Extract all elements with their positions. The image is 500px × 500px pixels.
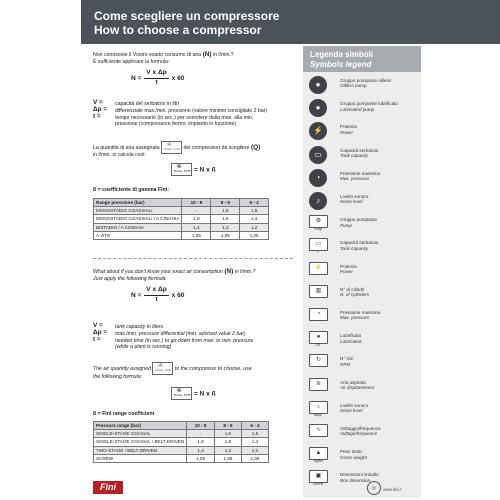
legend-label-en: N. of cylinders — [340, 292, 370, 298]
legend-icon-caption: LxWxH — [312, 482, 324, 487]
legend-item — [303, 424, 421, 447]
legend-item — [303, 285, 421, 308]
legend-label-it: Capacità serbatoio — [340, 240, 379, 246]
en-qtext-line2: the following formula: — [93, 374, 143, 380]
legend-label-en: Lubricated — [340, 338, 362, 344]
legend-label-en: Power — [340, 129, 354, 135]
legend-label-it: Gruppo pompante oilless — [340, 78, 392, 83]
legend-label-it: N° Giri — [340, 356, 354, 362]
legend-item-text — [340, 333, 361, 344]
it-coefficient-label: ß = coefficiente di gamma Fini: — [93, 187, 169, 193]
legend-label-en: RPM — [340, 361, 351, 367]
legend-item-text — [340, 217, 377, 228]
legend-label-en: Gross weight — [340, 454, 367, 460]
legend-item-text — [340, 449, 367, 460]
box-dimensions-icon: ▣ — [309, 470, 328, 483]
table-row: SCREW 1,05 1,05 1,05 — [94, 454, 269, 462]
legend-label-it: Dimensioni imballo — [340, 472, 379, 478]
legend-header — [303, 46, 421, 72]
legend-label-it: Pressione massima — [340, 310, 381, 315]
legend-item — [303, 308, 421, 331]
legend-icon-caption: Pump — [313, 227, 323, 232]
legend-item-text — [340, 264, 357, 275]
legend-item — [303, 99, 421, 122]
power-box-icon: ⚡ — [309, 262, 328, 275]
legend-label-it: Livello sonoro — [340, 194, 369, 199]
max-pressure-icon: ◔ — [309, 169, 327, 187]
legend-label-en: Box dimension — [340, 477, 371, 483]
legend-item — [303, 238, 421, 261]
legend-label-en: Noise level — [340, 408, 363, 414]
legend-item-text — [340, 171, 380, 182]
legend-item — [303, 447, 421, 470]
legend-label-it: Capacità serbatoio — [340, 147, 379, 153]
lubricated-pump-icon: ● — [309, 99, 327, 117]
table-row: MONOSTADIO COASSIALI - 1,6 1,5 — [94, 207, 269, 215]
it-intro-line1: Non conoscete il Vostro esatto consumo di aria (N) in l/min.? — [93, 51, 234, 58]
en-range-table — [93, 421, 269, 463]
legend-icon-caption: L — [317, 250, 319, 255]
symbols-legend — [303, 46, 421, 498]
legend-item — [303, 470, 421, 493]
legend-label-it: Gruppo pompante — [340, 217, 378, 223]
en-variables: V = tank capacity in liters Δp = max./min. pressure differential (min. advised value 2 bar) t = needed time (in sec.) to go down from max. to min. pressure (while a plant is running) — [93, 322, 254, 350]
legend-icon-caption: OIL — [315, 343, 321, 348]
legend-item-text — [340, 310, 380, 321]
title-en: How to choose a compressor — [94, 23, 262, 37]
legend-label-en: Tank capacity — [340, 245, 368, 251]
legend-item-text — [340, 403, 368, 414]
en-coefficient-label: ß = Fini range coefficient — [93, 411, 155, 417]
legend-item — [303, 76, 421, 99]
legend-label-en: Oilless pump — [340, 83, 367, 89]
legend-label-it: Gruppo pompante lubrificato — [340, 101, 398, 107]
oilless-pump-icon: ● — [309, 76, 327, 94]
legend-label-en: Max. pressure — [340, 315, 370, 321]
legend-label-en: Noise level — [340, 199, 363, 205]
power-icon: ⚡ — [309, 122, 327, 140]
legend-label-en: Air displacement — [340, 385, 374, 390]
page-header — [81, 0, 500, 44]
legend-item-text — [340, 101, 398, 112]
legend-label-en: Tank capacity — [340, 153, 368, 158]
legend-item — [303, 146, 421, 169]
fini-logo: Fini — [93, 481, 123, 494]
it-q-formula: ✇ Dmax. l/1'M = N x ß — [171, 163, 216, 176]
it-intro-line2: È sufficiente applicare la formula: — [93, 59, 170, 65]
table-header-row: Pressure range (bar) 10 - 8 8 - 6 6 - 4 — [94, 422, 269, 430]
air-displacement-icon: ≋ — [309, 378, 328, 391]
legend-icon-caption: dB(A) — [313, 412, 323, 417]
voltage-icon: ∿ — [309, 424, 328, 437]
legend-label-en: Voltage/frequence — [340, 431, 378, 437]
legend-title-en: Symbols legend — [310, 60, 372, 69]
it-formula: N = $\frac{\text{V x Δp}}{t}$ x 60 — [131, 69, 185, 86]
table-row: SINGLE-STAGE COAXIAL - 1,6 1,5 — [94, 430, 269, 438]
tank-capacity-icon: ▭ — [309, 146, 327, 164]
legend-item-text — [340, 124, 357, 135]
legend-item-text — [340, 287, 369, 298]
legend-label-en: Lubricated pump — [340, 106, 375, 112]
legend-label-it: Livello sonoro — [340, 402, 369, 408]
cylinders-icon: ▥ — [309, 285, 328, 298]
legend-title-it: Legenda simboli — [310, 50, 374, 59]
pump-icon: ⚙ — [309, 215, 328, 228]
legend-item-text — [340, 426, 381, 437]
en-q-formula: ✇ Dmax. l/1'M = N x ß — [171, 387, 216, 400]
legend-item — [303, 169, 421, 192]
legend-label-it: Aria aspirata — [340, 379, 366, 385]
legend-item-text — [340, 240, 378, 251]
table-row: A VITE 1,05 1,05 1,05 — [94, 231, 269, 239]
legend-item — [303, 262, 421, 285]
legend-item — [303, 122, 421, 145]
legend-label-en: Power — [340, 269, 354, 274]
section-divider — [93, 258, 293, 259]
legend-item-text — [340, 380, 374, 391]
legend-item — [303, 331, 421, 354]
noise-level-icon: ♪ — [309, 192, 327, 210]
legend-label-it: N° di cilindri — [340, 286, 365, 292]
legend-label-en: Max. pressure — [340, 176, 370, 182]
table-row: MONOSTADIO COASSIALI / A CINGHIA 1,6 1,5 1,4 — [94, 215, 269, 223]
legend-icon-caption: Kg/lbs — [313, 459, 323, 464]
legend-label-en: Pump — [340, 222, 353, 228]
table-row: BISTADIO / A CINGHIA 1,4 1,3 1,2 — [94, 223, 269, 231]
legend-item — [303, 378, 421, 401]
en-intro-line2: Just apply the following formula: — [93, 276, 167, 282]
en-intro-line1: What about if you don't know your exact air consumption (N) in l/min.? — [93, 268, 256, 275]
legend-item-text — [340, 194, 368, 205]
legend-label-it: Lubrificato — [340, 333, 362, 339]
table-row: SINGLE-STAGE COAXIAL / BELT-DRIVEN 1,6 1,5 1,4 — [94, 438, 269, 446]
air-quantity-box: ✇ Dmax. l/1'M — [161, 141, 182, 154]
title-it: Come scegliere un compressore — [94, 9, 280, 23]
legend-item — [303, 401, 421, 424]
en-qtext-line1: The air quantity assigned ✇ Dmax. l/1'M to the compressor to choose, use — [93, 362, 252, 375]
table-row: TWO-STAGE / BELT-DRIVEN 1,4 1,3 1,2 — [94, 446, 269, 454]
legend-item — [303, 215, 421, 238]
pressure-gauge-icon: ◔ — [309, 308, 328, 321]
it-variables: V = capacità del serbatoio in litri Δp = differenziale max./min. pressione (valore minimo consigliato 2 bar) t = tempo necessario (in sec.) per scendere dalla max. alla min. pressione (compressore fermo, impianto in funzione) — [93, 99, 268, 127]
main-content — [93, 47, 293, 497]
it-qtext-line2: in l/min, si calcola così: — [93, 152, 147, 158]
website-url[interactable]: www.fini.it — [383, 487, 402, 492]
legend-item — [303, 354, 421, 377]
noise-icon: ♪ — [309, 401, 328, 414]
legend-item-text — [340, 78, 391, 89]
legend-item — [303, 192, 421, 215]
legend-item-text — [340, 148, 378, 159]
legend-label-it: Voltaggio/frequenza — [340, 426, 381, 431]
legend-label-it: Peso lordo — [340, 449, 362, 455]
lubricated-icon: ● — [309, 331, 328, 344]
en-formula: N = $\frac{\text{V x Δp}}{t}$ x 60 — [131, 286, 185, 303]
it-range-table — [93, 198, 269, 240]
tank-icon: ▭ — [309, 238, 328, 251]
legend-label-it: Pressione massima — [340, 170, 381, 176]
globe-icon: ◎ — [367, 481, 381, 495]
legend-item-text — [340, 356, 354, 367]
weight-icon: ▲ — [309, 447, 328, 460]
air-quantity-box: ✇ Dmax. l/1'M — [152, 362, 173, 375]
table-header-row: Range pressione (bar) 10 - 8 8 - 6 6 - 4 — [94, 199, 269, 207]
legend-label-it: Potenza — [340, 124, 357, 130]
it-qtext-line1: La quantità di aria assegnata ✇ Dmax. l/1'M dei compressori da scegliere (Q) — [93, 141, 260, 154]
legend-label-it: Potenza — [340, 263, 357, 269]
rpm-icon: ↻ — [309, 354, 328, 367]
